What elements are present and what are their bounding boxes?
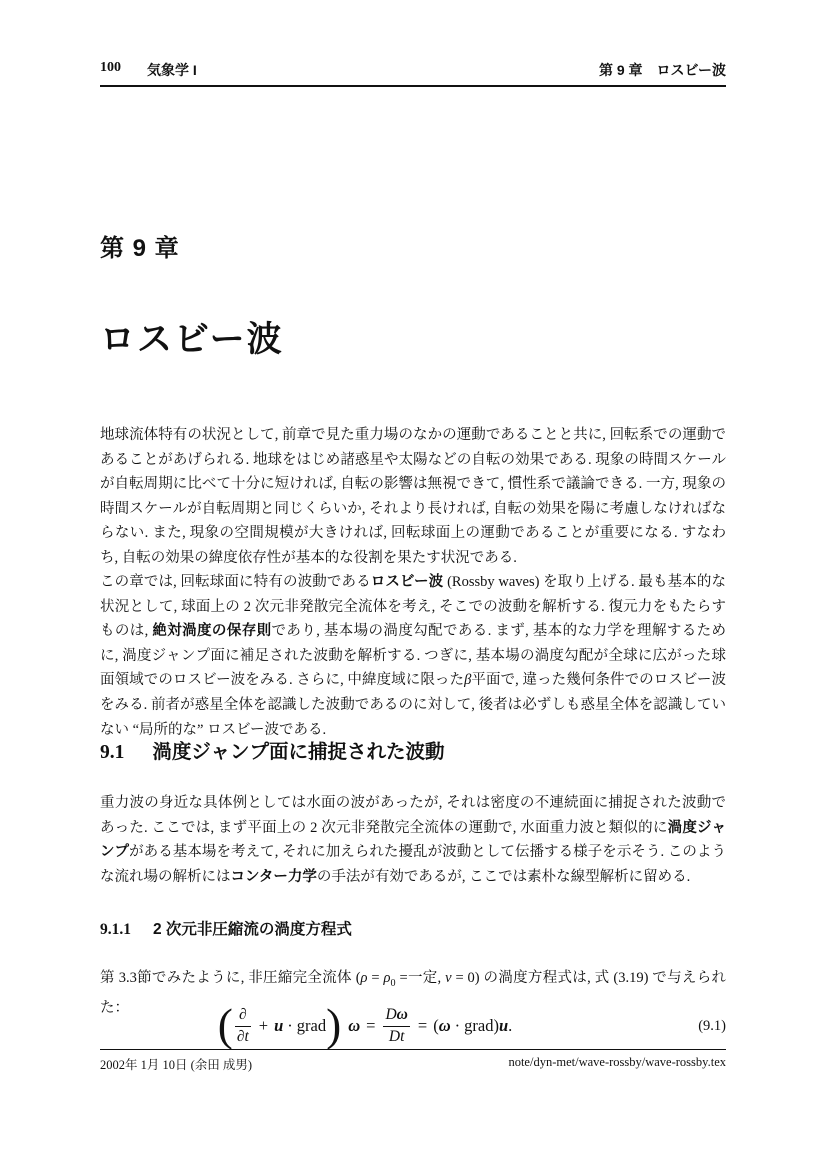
paragraph-text: 平面で, 違った幾何条件でのロスビー波をみる. 前者が惑星全体を認識した波動であるのに対して, 後者は必ずしも惑星全体を認識していない “局所的な” ロスビー波である. [100,672,726,738]
grad-operator: grad [296,1016,327,1035]
running-head [100,60,726,87]
term-rossby-wave: ロスビー波 [370,574,444,590]
math-nu: ν [445,970,452,986]
math-equals: = [367,970,384,986]
chapter-number: 第 9 章 [100,235,180,262]
page-footer [100,1055,726,1073]
equals-sign: = [366,1016,376,1035]
math-vorticity-omega: ω [438,1016,451,1035]
term-contour-dynamics: コンター力学 [230,868,317,885]
subsection-title: 2 次元非圧縮流の渦度方程式 [153,921,352,938]
paragraph-text: であり, 基本場の渦度勾配である. まず, 基本的な力学を理解するために, 渦度ジャンプ面に補足された波動を解析する. つぎに, 基本場の渦度勾配が全球に広がった球面領域でのロスビー波をみる. さらに, 中緯度域に限った [100,623,727,689]
material-derivative-fraction: $\frac{D\omega}{Dt}$ [385,1006,408,1045]
math-rho-zero: $\rho_0$ [383,970,396,989]
equation-body: ( $\frac{\partial}{\partial t}$ + u · grad ) ω = $\frac{D\omega}{Dt}$ = ( ω · grad ) u . [217,1000,513,1050]
equation-9-1 [100,1000,726,1052]
paragraph-text: がある基本場を考えて, それに加えられた擾乱が波動として伝播する様子を示そう. このような流れ場の解析には [100,844,727,885]
footer-file-path: note/dyn-met/wave-rossby/wave-rossby.tex [508,1055,726,1069]
math-vorticity-omega: ω [348,1016,361,1035]
right-parenthesis: ) [493,1016,499,1035]
period: . [508,1016,513,1035]
math-velocity-u: u [274,1016,284,1035]
subsection-number: 9.1.1 [100,921,131,938]
partial-time-derivative-fraction: $\frac{\partial}{\partial t}$ [236,1006,249,1045]
subsection-heading-9-1-1 [100,917,352,939]
footer-rule [100,1049,726,1050]
math-beta: β [464,672,472,689]
section-heading-9-1 [100,736,445,764]
paragraph-text: 重力波の身近な具体例としては水面の波があったが, それは密度の不連続面に捕捉された波動であった. ここでは, まず平面上の 2 次元非発散完全流体の運動で, 水面重力波と類似的に [100,795,726,836]
paragraph-text: の手法が有効であるが, ここでは素朴な線型解析に留める. [316,868,691,885]
footer-date-author: 2002年 1月 10日 (余田 成男) [100,1058,253,1072]
equals-sign: = [417,1016,428,1035]
intro-paragraph-2 [100,570,726,742]
grad-operator: grad [464,1016,494,1035]
dot-operator: · [287,1016,293,1035]
page-number: 100 [100,60,121,75]
paragraph-text: (Rossby waves) を取り上げる. 最も基本的な状況として, 球面上の 2 次元非発散完全流体を考え, そこでの波動を解析する. 復元力をもたらすものは, [100,574,726,640]
math-velocity-u: u [498,1016,509,1035]
plus-operator: + [258,1016,269,1035]
chapter-title: ロスビー波 [100,320,284,359]
equation-number: (9.1) [698,1017,726,1034]
paragraph-text: =一定, [395,970,446,986]
intro-paragraph-1: 地球流体特有の状況として, 前章で見た重力場のなかの運動であることと共に, 回転系での運動であることがあげられる. 地球をはじめ諸惑星や太陽などの自転の効果である. 現象の時間スケールが自転周期に比べて十分に短ければ, 自転の影響は無視できて, 慣性系で議論できる. 一方, 現象の時間スケールが自転周期と同じくらいか, それより長ければ, 自転の効果を陽に考慮しなければならない. また, 現象の空間規模が大きければ, 回転球面上の運動であることが重要になる. すなわち, 自転の効果の緯度依存性が基本的な役割を果たす状況である. [100,427,726,566]
paragraph-text: この章では, 回転球面に特有の波動である [100,574,371,590]
section-number: 9.1 [100,742,125,763]
running-head-left [100,60,197,80]
term-vorticity-jump: 渦度ジャンプ [100,819,726,861]
section-title: 渦度ジャンプ面に捕捉された波動 [152,741,445,763]
term-absolute-vorticity-conservation: 絶対渦度の保存則 [152,623,272,640]
running-head-chapter: 第 9 章 ロスビー波 [598,62,726,78]
paragraph-text: 第 3.3節でみたように, 非圧縮完全流体 ( [100,970,361,986]
math-rho: ρ [360,970,368,986]
paragraph-text: = 0) の渦度方程式は, 式 (3.19) で与えられた： [100,970,726,1017]
course-title: 気象学 I [147,62,197,78]
left-parenthesis: ( [433,1016,439,1035]
section-paragraph-1 [100,791,726,889]
dot-operator: · [454,1016,461,1035]
